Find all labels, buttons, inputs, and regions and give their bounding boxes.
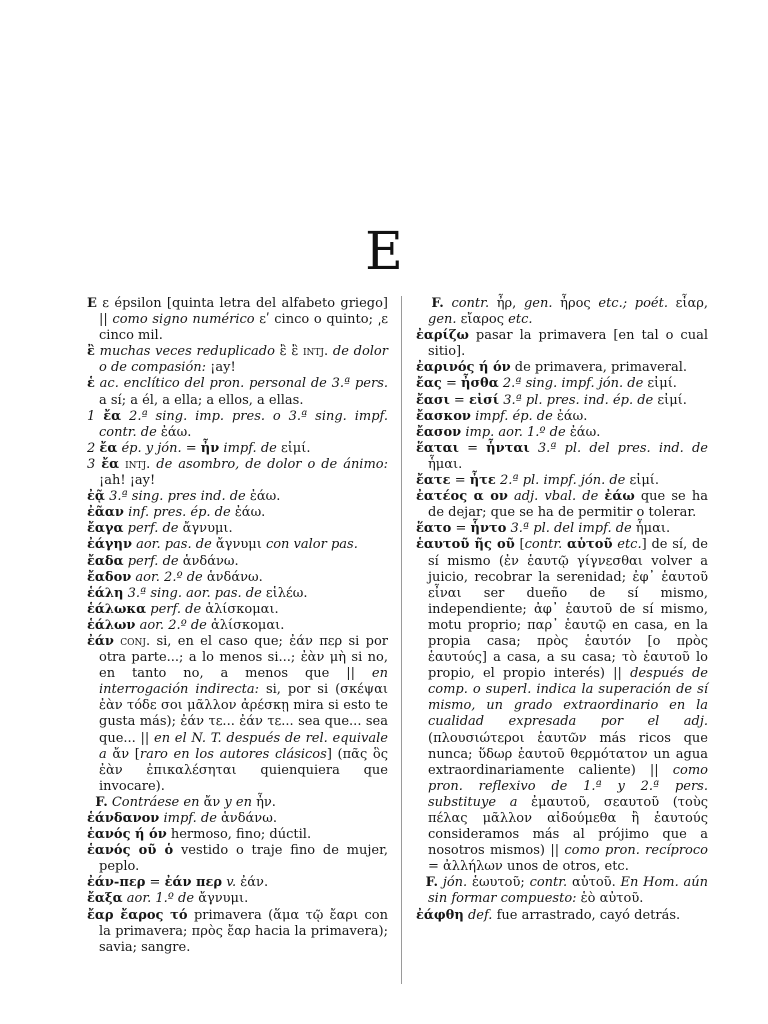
dictionary-entry: ἐαρινός ή όν de primavera, primaveral. <box>416 360 688 376</box>
dictionary-entry: ἐάφθη def. fue arrastrado, cayó detrás. <box>416 907 681 923</box>
dictionary-entry: ἔας = ἦσθα 2.ª sing. impf. jón. de εἰμί. <box>416 376 677 392</box>
dictionary-entry: ἐᾷ 3.ª sing. pres ind. de ἐάω. <box>87 489 281 505</box>
dictionary-entry: ἔαξα aor. 1.º de ἄγνυμι. <box>87 891 249 907</box>
dictionary-entry: ἑάλωκα perf. de ἁλίσκομαι. <box>87 601 279 617</box>
dictionary-entry: E ε épsilon [quinta letra del alfabeto griego] || como signo numérico εʹ cinco o quinto; ͵ε cinco mil. <box>87 296 388 344</box>
dictionary-entry: ἔαδα perf. de ἁνδάνω. <box>87 553 239 569</box>
dictionary-entry: ἒ muchas veces reduplicado ἒ ἒ intj. de dolor o de compasión: ¡ay! <box>87 344 388 376</box>
dictionary-entry: ἑαυτοῦ ῆς οῦ [contr. αὑτοῦ etc.] de sí, de sí mismo (ἐν ἑαυτῷ γίγνεσθαι volver a juicio, recobrar la serenidad; ἐφ᾽ ἑαυτοῦ εἶναι ser dueño de sí mismo, independiente; ἀφ᾽ ἑαυτοῦ de sí mismo, motu proprio; παρ᾽ ἑαυτῷ en casa, en la propia casa; πρὸς ἑαυτόν [o πρὸς ἑαυτούς] a casa, a su casa; τὸ ἑαυτοῦ lo propio, el propio interés) || después de comp. o superl. indica la superación de sí mismo, un grado extraordinario en la cualidad expresada por el adj. (πλουσιώτεροι ἑαυτῶν más ricos que nunca; ὕδωρ ἑαυτοῦ θερμότατον un agua extraordinariamente caliente) || como pron. reflexivo de 1.ª y 2.ª pers. substituye a ἐμαυτοῦ, σεαυτοῦ (τοὺς πέλας μᾶλλον αἰδούμεθα ἢ ἑαυτούς consideramos más al prójimo que a nosotros mismos) || como pron. recíproco = ἀλλήλων unos de otros, etc. <box>416 537 709 875</box>
dictionary-entry: ἑ ac. enclítico del pron. personal de 3.ª pers. a sí; a él, a ella; a ellos, a ellas. <box>87 376 388 408</box>
dictionary-entry: ἑανός οῦ ὁ vestido o traje fino de mujer, peplo. <box>87 843 388 875</box>
dictionary-entry: ἕατο = ἧντο 3.ª pl. del impf. de ἧμαι. <box>416 521 671 537</box>
dictionary-column-right <box>416 296 708 924</box>
dictionary-entry: ἐάν-περ = ἐάν περ v. ἐάν. <box>87 875 269 891</box>
dictionary-entry: 2 ἔα ép. y jón. = ἦν impf. de εἰμί. <box>87 440 311 456</box>
section-letter-heading: E <box>365 222 403 282</box>
dictionary-entry: ἐαρίζω pasar la primavera [en tal o cual sitio]. <box>416 328 708 360</box>
dictionary-entry: 3 ἔα intj. de asombro, de dolor o de ánimo: ¡ah! ¡ay! <box>87 456 389 489</box>
column-divider <box>401 296 402 984</box>
dictionary-entry: 1 ἔα 2.ª sing. imp. pres. o 3.ª sing. impf. contr. de ἐάω. <box>87 408 388 440</box>
dictionary-entry: ἔασκον impf. ép. de ἐάω. <box>416 408 588 424</box>
dictionary-entry: ἔατε = ἦτε 2.ª pl. impf. jón. de εἰμί. <box>416 473 660 489</box>
dictionary-entry: ἐάγην aor. pas. de ἄγνυμι con valor pas. <box>87 537 358 553</box>
dictionary-column-left <box>87 296 388 956</box>
dictionary-entry: ἐᾶαν inf. pres. ép. de ἐάω. <box>87 505 266 521</box>
dictionary-entry: F. contr. ἦρ, gen. ἦρος etc.; poét. εἶαρ, gen. εἴαρος etc. <box>428 296 709 328</box>
dictionary-entry: F. Contráese en ἄν y en ἦν. <box>95 794 276 810</box>
dictionary-entry: ἔασι = εἰσί 3.ª pl. pres. ind. ép. de εἰμί. <box>416 392 687 408</box>
dictionary-entry: ἑάλη 3.ª sing. aor. pas. de εἱλέω. <box>87 585 308 601</box>
dictionary-entry: ἑάλων aor. 2.º de ἁλίσκομαι. <box>87 617 285 633</box>
dictionary-entry: ἔαγα perf. de ἄγνυμι. <box>87 521 233 537</box>
dictionary-entry: ἕαται = ἧνται 3.ª pl. del pres. ind. de ἧμαι. <box>416 440 708 472</box>
dictionary-entry: ἔαρ ἔαρος τό primavera (ἅμα τῷ ἔαρι con la primavera; πρὸς ἔαρ hacia la primavera); savia; sangre. <box>87 907 388 955</box>
dictionary-entry: F. jón. ἑωυτοῦ; contr. αὑτοῦ. En Hom. aún sin formar compuesto: ἑὸ αὐτοῦ. <box>425 875 709 907</box>
dictionary-entry: ἔαδον aor. 2.º de ἁνδάνω. <box>87 569 263 585</box>
dictionary-entry: ἐατέος α ον adj. vbal. de ἐάω que se ha de dejar; que se ha de permitir o tolerar. <box>416 489 708 521</box>
dictionary-entry: ἔασον imp. aor. 1.º de ἐάω. <box>416 424 601 440</box>
dictionary-entry: ἐάν conj. si, en el caso que; ἐάν περ si por otra parte...; a lo menos si...; ἐὰν μὴ si no, en tanto no, a menos que || en interrogación indirecta: si, por si (σκέψαι ἐὰν τόδε σοι μᾶλλον ἀρέσκῃ mira si esto te gusta más); ἐάν τε... ἐάν τε... sea que... sea que... || en el N. T. después de rel. equivale a ἄν [raro en los autores clásicos] (πᾶς ὃς ἐὰν ἐπικαλέσηται quienquiera que invocare). <box>87 633 388 794</box>
dictionary-entry: ἑάνδανον impf. de ἁνδάνω. <box>87 811 277 826</box>
dictionary-entry: ἑανός ή όν hermoso, fino; dúctil. <box>87 827 312 843</box>
